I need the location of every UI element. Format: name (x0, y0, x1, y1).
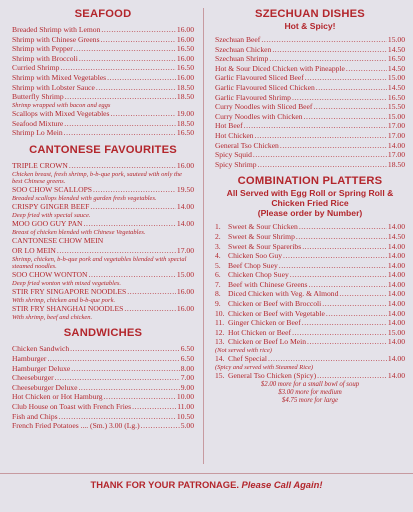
item-description: (Not served with rice) (215, 347, 272, 355)
section-title: SEAFOOD (74, 8, 132, 20)
item-price: 17.00 (387, 150, 405, 160)
dot-leader (305, 73, 387, 83)
item-price: 6.50 (180, 353, 194, 363)
item-price: 14.00 (387, 222, 405, 232)
dot-leader (132, 402, 176, 412)
item-name: TRIPLE CROWN (12, 160, 68, 170)
menu-item (12, 202, 194, 212)
menu-item (215, 309, 405, 319)
item-name: Shrimp with Pepper (12, 44, 73, 54)
dot-leader (101, 35, 176, 45)
dot-leader (299, 222, 387, 232)
menu-item (12, 373, 194, 383)
item-price: 14.00 (387, 241, 405, 251)
item-number: 1. (215, 222, 221, 232)
menu-item (12, 402, 194, 412)
menu-item (215, 289, 405, 299)
dot-leader (65, 92, 176, 102)
item-name: MOO GOO GUY PAN (12, 219, 83, 229)
menu-item (215, 45, 405, 55)
item-name: Hot Chicken (215, 130, 254, 140)
item-price: 14.00 (387, 354, 405, 364)
item-name: Curried Shrimp (12, 63, 60, 73)
menu-item (215, 150, 405, 160)
dot-leader (104, 392, 176, 402)
dot-leader (84, 219, 176, 229)
section-title: CANTONESE FAVOURITES (29, 143, 177, 156)
item-name: Garlic Flavoured Sliced Beef (215, 73, 304, 83)
item-description: Chicken breast, fresh shrimp, b-b-que pork, sauteed with only the best Chinese greens. (12, 170, 182, 185)
item-number: 11. (215, 318, 225, 328)
dot-leader (313, 102, 386, 112)
item-price: 18.50 (176, 92, 194, 102)
item-name: Beef Chop Suey (228, 260, 278, 270)
item-price: 15.00 (387, 35, 405, 44)
item-name: Sweet & Sour Chicken (228, 222, 298, 232)
menu-item (12, 236, 194, 246)
menu-item (12, 83, 194, 93)
dot-leader (64, 119, 176, 129)
footer-rule (0, 473, 413, 474)
menu-item (12, 185, 194, 195)
item-name: Scallops with Mixed Vegetables (12, 109, 110, 119)
section-subtitle: All Served with Egg Roll or Spring Roll & (226, 188, 394, 199)
item-number: 12. (215, 327, 225, 337)
item-price: 14.00 (387, 279, 405, 289)
item-number: 4. (215, 251, 221, 261)
item-name: CANTONESE CHOW MEIN (12, 236, 104, 246)
item-name: Shrimp with Chinese Greens (12, 34, 100, 44)
right-column (215, 8, 405, 405)
item-number: 6. (215, 270, 221, 280)
dot-leader (290, 270, 387, 280)
item-price: 18.50 (176, 118, 194, 128)
menu-item (12, 364, 194, 374)
dot-leader (339, 289, 387, 299)
item-price: 16.00 (176, 25, 194, 34)
item-number: 8. (215, 289, 221, 299)
item-name: Garlic Flavoured Shrimp (215, 92, 291, 102)
item-price: 17.00 (387, 130, 405, 140)
menu-item (215, 280, 405, 290)
menu-item (215, 54, 405, 64)
item-price: 16.50 (387, 92, 405, 102)
item-name: CRISPY GINGER BEEF (12, 202, 90, 212)
item-price: 9.00 (180, 382, 194, 392)
item-price: 14.50 (387, 63, 405, 73)
item-name: Shrimp with Lobster Sauce (12, 82, 95, 92)
menu-item (215, 242, 405, 252)
dot-leader (304, 112, 387, 122)
item-name: Hot Chicken or Hot Hamburg (12, 392, 103, 402)
item-description: Breast of chicken blended with Chinese Vegetables. (12, 228, 146, 236)
item-name: Seafood Mixture (12, 118, 64, 128)
dot-leader (89, 270, 176, 280)
item-price: 14.50 (387, 231, 405, 241)
item-price: 5.00 (180, 421, 194, 431)
dot-leader (326, 309, 387, 319)
menu-item (215, 35, 405, 45)
menu-item (12, 344, 194, 354)
item-name: SOO CHOW SCALLOPS (12, 185, 93, 195)
item-price: 16.50 (176, 63, 194, 73)
item-name: Beef with Chinese Greens (228, 279, 308, 289)
item-name: Chicken Sandwich (12, 344, 70, 354)
item-number: 14. (215, 354, 225, 364)
item-number: 9. (215, 299, 221, 309)
dot-leader (90, 202, 176, 212)
item-name: Spicy Shrimp (215, 159, 257, 169)
item-name: Hot Beef (215, 121, 243, 131)
menu-item (215, 121, 405, 131)
menu-item (215, 337, 405, 347)
item-price: 11.00 (177, 401, 194, 411)
item-price: 16.00 (176, 72, 194, 82)
dot-leader (79, 54, 176, 64)
dot-leader (280, 141, 387, 151)
dot-leader (316, 83, 387, 93)
item-price: 16.50 (176, 128, 194, 138)
item-price: 14.00 (387, 289, 405, 299)
item-name: French Fried Potatoes .... (Sm.) 3.00 (Lg.) (12, 421, 140, 431)
item-name: Hot & Sour Diced Chicken with Pineapple (215, 63, 345, 73)
item-price: 14.50 (387, 82, 405, 92)
price-extra: $2.00 more for a small bowl of soup (260, 381, 360, 389)
dot-leader (258, 160, 387, 170)
item-name: Chicken Soo Guy (228, 251, 282, 261)
item-price: 6.50 (180, 344, 194, 354)
item-name: Chicken or Beef with Broccoli (228, 299, 322, 309)
item-number: 13. (215, 337, 225, 347)
section-subtitle: (Please order by Number) (257, 208, 363, 219)
item-name: Club House on Toast with French Fries (12, 401, 132, 411)
item-price: 18.50 (176, 82, 194, 92)
item-price: 15.00 (387, 111, 405, 121)
item-name: Shrimp Lo Mein (12, 128, 63, 138)
menu-item (12, 92, 194, 102)
dot-leader (124, 304, 176, 314)
dot-leader (57, 246, 176, 256)
item-name: Chicken Chop Suey (228, 270, 289, 280)
item-price: 16.00 (176, 160, 194, 170)
item-description: Shrimp, chicken, b-b-que pork and vegetables blended with special steamed noodles. (12, 255, 187, 270)
dot-leader (269, 54, 387, 64)
dot-leader (317, 371, 387, 381)
item-name: SOO CHOW WONTON (12, 270, 88, 280)
item-name: Ginger Chicken or Beef (228, 318, 301, 328)
menu-item (12, 128, 194, 138)
dot-leader (302, 318, 387, 328)
dot-leader (70, 344, 180, 354)
dot-leader (55, 373, 180, 383)
item-price: 14.00 (387, 318, 405, 328)
dot-leader (64, 128, 176, 138)
dot-leader (74, 44, 176, 54)
menu-item (12, 219, 194, 229)
item-name: General Tso Chicken (Spicy) (228, 371, 317, 381)
menu-item (12, 412, 194, 422)
item-price: 19.50 (176, 185, 194, 195)
dot-leader (322, 299, 387, 309)
footer-thanks: THANK FOR YOUR PATRONAGE. (90, 479, 239, 490)
item-price: 10.50 (176, 411, 194, 421)
footer-call-again: Please Call Again! (241, 479, 323, 490)
menu-item (12, 383, 194, 393)
menu-item (12, 54, 194, 64)
item-name: Diced Chicken with Veg. & Almond (228, 289, 339, 299)
dot-leader (111, 109, 176, 119)
menu-item (215, 73, 405, 83)
menu-item (12, 109, 194, 119)
menu-item (12, 35, 194, 45)
item-name: Curry Noodles with Sliced Beef (215, 102, 313, 112)
item-price: 15.50 (387, 102, 405, 112)
item-price: 14.00 (387, 299, 405, 309)
menu-item (215, 371, 405, 381)
item-name: Garlic Flavoured Sliced Chicken (215, 82, 315, 92)
item-description: Breaded scallops blended with garden fresh vegetables. (12, 194, 157, 202)
dot-leader (292, 328, 387, 338)
dot-leader (272, 45, 387, 55)
item-name: Hot Chicken or Beef (228, 327, 292, 337)
dot-leader (47, 354, 179, 364)
item-price: 14.00 (387, 260, 405, 270)
item-number: 2. (215, 231, 221, 241)
item-name: Szechuan Shrimp (215, 54, 269, 64)
dot-leader (346, 64, 387, 74)
item-price: 19.00 (176, 109, 194, 119)
item-number: 15. (215, 371, 225, 381)
menu-item (215, 102, 405, 112)
item-number: 10. (215, 308, 225, 318)
menu-item (12, 44, 194, 54)
item-number: 5. (215, 260, 221, 270)
menu-item (12, 354, 194, 364)
item-price: 8.00 (180, 363, 194, 373)
item-name: Sweet & Sour Shrimp (228, 231, 295, 241)
item-price: 15.00 (387, 327, 405, 337)
section-subtitle: Chicken Fried Rice (271, 198, 349, 209)
dot-leader (60, 63, 175, 73)
menu-item (12, 304, 194, 314)
menu-item (12, 246, 194, 256)
item-name: OR LO MEIN (12, 245, 56, 255)
item-price: 14.00 (387, 308, 405, 318)
item-price: 15.00 (176, 270, 194, 280)
dot-leader (71, 364, 179, 374)
menu-item (215, 318, 405, 328)
dot-leader (244, 121, 387, 131)
dot-leader (283, 251, 387, 261)
item-name: Cheeseburger (12, 373, 54, 383)
menu-item (12, 270, 194, 280)
menu-item (12, 63, 194, 73)
item-name: Hamburger Deluxe (12, 363, 71, 373)
menu-item (215, 131, 405, 141)
dot-leader (78, 383, 179, 393)
item-name: Breaded Shrimp with Lemon (12, 25, 101, 34)
item-name: Hamburger (12, 353, 47, 363)
menu-item (12, 25, 194, 35)
item-name: Cheeseburger Deluxe (12, 382, 78, 392)
dot-leader (255, 131, 387, 141)
item-price: 15.00 (387, 73, 405, 83)
dot-leader (127, 287, 176, 297)
dot-leader (279, 261, 387, 271)
menu-item (215, 93, 405, 103)
item-price: 14.50 (387, 44, 405, 54)
menu-item (215, 261, 405, 271)
menu-item (215, 299, 405, 309)
item-description: Shrimp wrapped with bacon and eggs (12, 101, 111, 109)
dot-leader (296, 232, 387, 242)
dot-leader (268, 354, 387, 364)
item-price: 16.00 (176, 304, 194, 314)
item-name: STIR FRY SINGAPORE NOODLES (12, 287, 127, 297)
section-title: COMBINATION PLATTERS (237, 175, 383, 188)
price-extra: $3.00 more for medium (278, 389, 342, 397)
item-number: 7. (215, 279, 221, 289)
menu-item (12, 119, 194, 129)
menu-item (12, 73, 194, 83)
section-subtitle: Hot & Spicy! (284, 21, 336, 31)
dot-leader (107, 73, 176, 83)
item-name: Chicken or Beef with Vegetable (228, 308, 325, 318)
menu-item (12, 161, 194, 171)
footer (0, 479, 413, 490)
item-description: With shrimp, chicken and b-b-que pork. (12, 296, 116, 304)
price-extra: $4.75 more for large (281, 397, 339, 405)
item-name: Chef Special (228, 354, 268, 364)
item-name: Shrimp with Broccoli (12, 53, 78, 63)
section-title: SANDWICHES (63, 327, 143, 340)
menu-item (215, 141, 405, 151)
dot-leader (253, 150, 387, 160)
item-description: Deep fried with special sauce. (12, 211, 91, 219)
item-description: (Spicy and served with Steamed Rice) (215, 364, 314, 372)
dot-leader (292, 93, 387, 103)
dot-leader (93, 185, 176, 195)
item-price: 14.00 (387, 270, 405, 280)
item-price: 14.00 (176, 219, 194, 229)
menu-item (215, 232, 405, 242)
item-price: 14.00 (387, 140, 405, 150)
menu-item (215, 354, 405, 364)
item-price: 16.00 (176, 287, 194, 297)
item-name: STIR FRY SHANGHAI NOODLES (12, 304, 124, 314)
item-name: Sweet & Sour Spareribs (228, 241, 302, 251)
section-title: SZECHUAN DISHES (255, 8, 365, 20)
left-column (12, 8, 194, 431)
dot-leader (96, 83, 176, 93)
item-name: General Tso Chicken (215, 140, 279, 150)
item-price: 17.00 (387, 121, 405, 131)
item-number: 3. (215, 241, 221, 251)
item-price: 17.00 (176, 245, 194, 255)
item-name: Shrimp with Mixed Vegetables (12, 72, 107, 82)
item-price: 10.00 (176, 392, 194, 402)
dot-leader (309, 280, 387, 290)
item-description: Deep fried wonton with mixed vegetables. (12, 279, 122, 287)
item-price: 16.00 (176, 53, 194, 63)
item-name: Fish and Chips (12, 411, 58, 421)
item-name: Curry Noodles with Chicken (215, 111, 303, 121)
item-price: 14.00 (387, 337, 405, 347)
column-divider (203, 8, 204, 464)
menu-item (12, 392, 194, 402)
item-name: Butterfly Shrimp (12, 92, 64, 102)
item-name: Chicken or Beef Lo Mein (228, 337, 307, 347)
menu-item (215, 83, 405, 93)
dot-leader (261, 35, 387, 45)
menu-item (215, 270, 405, 280)
item-price: 16.50 (176, 44, 194, 54)
menu-item (12, 421, 194, 431)
dot-leader (69, 161, 176, 171)
item-name: Szechuan Chicken (215, 44, 272, 54)
item-name: Spicy Squid (215, 150, 252, 160)
menu-item (215, 328, 405, 338)
item-price: 16.00 (176, 34, 194, 44)
menu-item (215, 222, 405, 232)
menu-item (215, 160, 405, 170)
dot-leader (302, 242, 387, 252)
item-price: 14.00 (387, 251, 405, 261)
item-price: 14.00 (387, 371, 405, 381)
item-price: 7.00 (180, 373, 194, 383)
item-name: Szechuan Beef (215, 35, 261, 44)
item-description: With shrimp, beef and chicken. (12, 313, 93, 321)
item-price: 18.50 (387, 159, 405, 169)
menu-item (215, 251, 405, 261)
menu-item (215, 64, 405, 74)
dot-leader (141, 421, 180, 431)
dot-leader (307, 337, 387, 347)
item-price: 16.50 (387, 54, 405, 64)
dot-leader (101, 25, 176, 35)
menu-item (12, 287, 194, 297)
item-price: 14.00 (176, 202, 194, 212)
dot-leader (59, 412, 176, 422)
menu-item (215, 112, 405, 122)
